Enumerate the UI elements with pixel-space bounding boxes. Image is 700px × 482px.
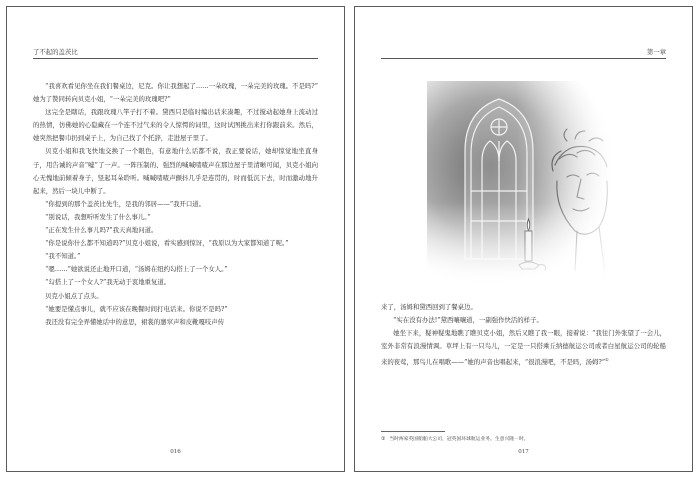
paragraph: “嗯……”她欲说还止地开口道，“汤姆在纽约勾搭上了一个女人。”: [45, 265, 228, 274]
paragraph: “别说话，我想听听发生了什么事儿。”: [45, 212, 151, 221]
footnote: [381, 436, 670, 443]
illustration: [427, 81, 625, 283]
paragraph: 贝克小姐点了点头。: [45, 291, 103, 300]
paragraph: “你是说你什么都不知道吗?”贝克小姐说，看实感到惊讶，“我原以为大家都知道了呢。”: [45, 239, 289, 248]
header-rule: [33, 58, 318, 59]
paragraph: “她要是懂点事儿，就不应该在晚餐时间打电话来。你说不是吗?”: [45, 304, 228, 313]
footnote-text: 当时两家英国船舶大公司，冠英国环球航运业务。生意兴隆一时。: [389, 437, 529, 442]
header-rule: [381, 58, 666, 59]
paragraph: 她坐下来，疑神疑鬼地瞧了瞧贝克小姐，然后又瞧了我一眼，接着说：“我往门外张望了一会儿，室外非常有浪漫情调。草坪上有一只鸟儿，一定是一只搭乘丘纳德航运公司或者白星航运公司的轮船来的夜莺，那鸟儿在唱歌——”她的声音也唱起来，“很浪漫吧，不是吗，汤姆?”①: [381, 329, 666, 367]
paragraph: 我还没有完全弄懂她话中的意思，裙裳的窸窣声和皮靴嘎吱声传: [45, 317, 225, 326]
paragraph: 贝克小姐和我飞快地交换了一个眼色，有意地什么话都不说，我正要说话，她却惊觉地坐直身子，用告诫的声音“嘘”了一声。一阵压制的、强烈的喊喊喳喳声在那边屋子里清晰可闻，贝克小姐向心无愧地前倾着身子，竖起耳朵聆听。喊喊喳喳声颤抖几乎是连贯的，时而低沉下去，时而激动地升起来，然后一块儿中断了。: [33, 147, 318, 195]
gothic-window-portrait-illustration: [427, 81, 625, 283]
paragraph: “正在发生什么事儿吗?”我天真地问道。: [45, 226, 158, 235]
paragraph-continued: 来了，汤姆和黛西回到了餐桌边。: [381, 303, 477, 311]
left-page: [6, 6, 345, 472]
paragraph: “你提到的那个盖茨比先生，是我的邻居——”我开口道。: [45, 199, 206, 208]
right-page: [354, 6, 693, 472]
paragraph: “我喜欢看见你坐在我们餐桌边，尼克。你让我想起了……一朵玫瑰，一朵完美的玫瑰。不是吗?” 她为了赞同转向贝克小姐，“一朵完美的玫瑰吧?”: [33, 82, 318, 104]
paragraph: 这完全是瞎话，我跟玫瑰八竿子打不着。黛西只是临时编出话来凑趣，不过搅动起她身上流动过的热情，仿佛她的心隐藏在一个连不过气来的令人惊愕的词里，这时试图挑出来打你跟前来。然后，她突然把餐巾扔到桌子上，为自己找了个托辞，走进屋子里了。: [33, 108, 318, 143]
page-number: 017: [518, 449, 529, 455]
footnote-reference: ①: [605, 357, 609, 363]
running-head: 第一章: [646, 48, 666, 56]
paragraph: “实在没有办法!”黛西嚷嚷道，一副强作快活的样子。: [393, 316, 543, 325]
paragraph: “我不知道。”: [45, 252, 81, 261]
running-head: 了不起的盖茨比: [33, 48, 78, 56]
footnote-mark: ①: [381, 437, 386, 442]
body-text: [381, 301, 666, 370]
body-text: [33, 80, 318, 329]
paragraph: “勾搭上了一个女人?”我无动于衷地重复道。: [45, 278, 171, 287]
footnote-rule: [381, 431, 445, 432]
page-number: 016: [170, 449, 181, 455]
